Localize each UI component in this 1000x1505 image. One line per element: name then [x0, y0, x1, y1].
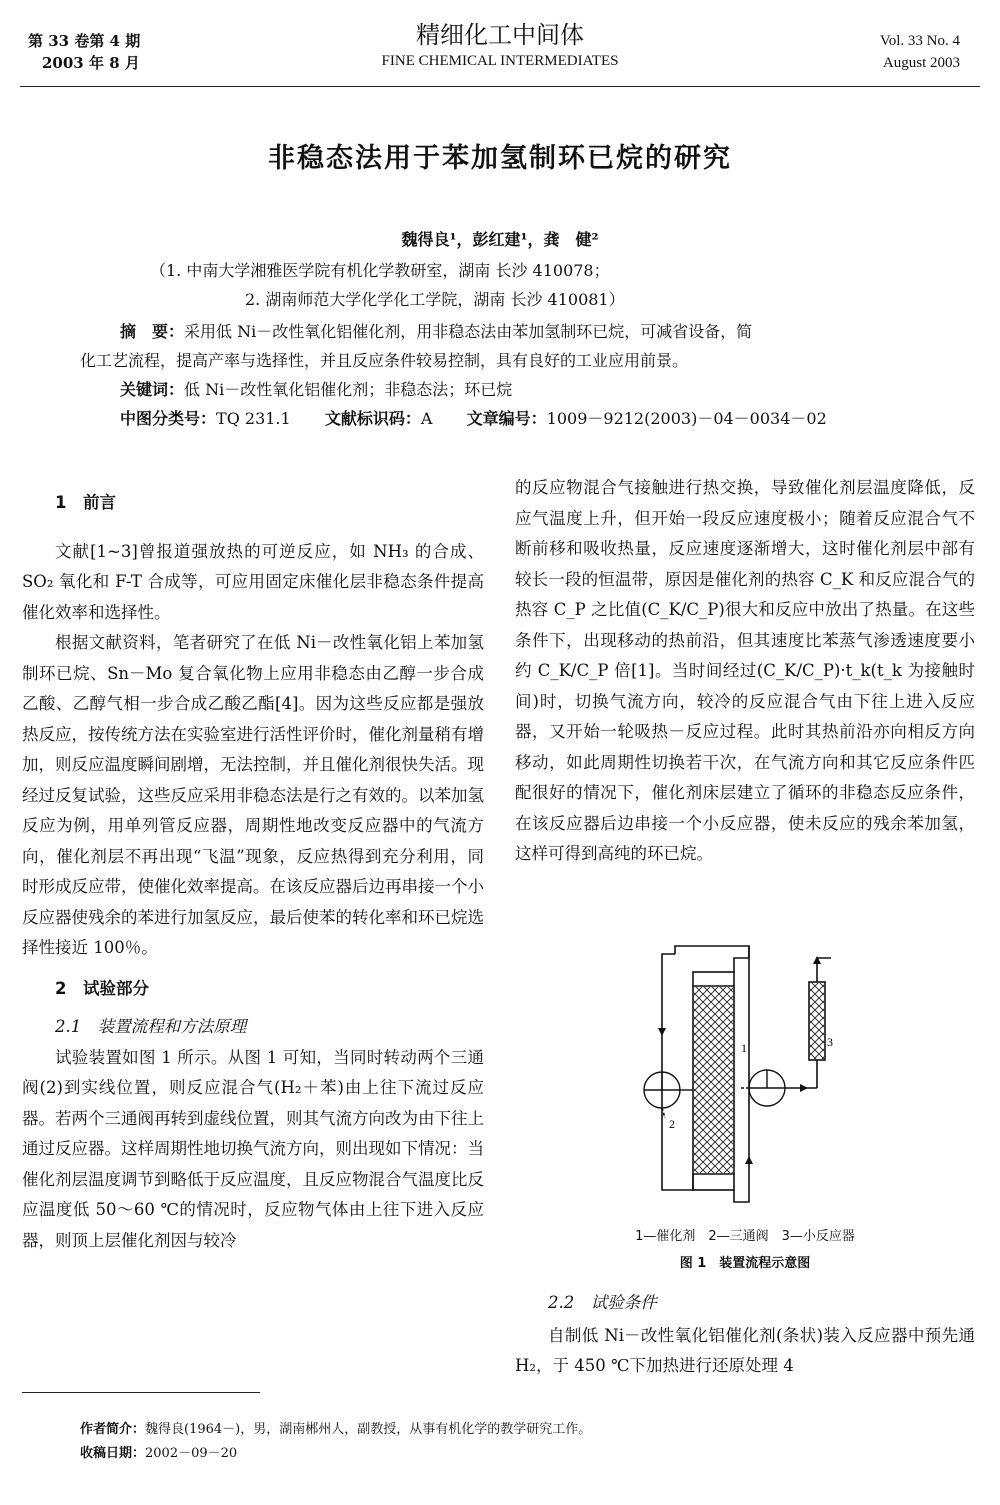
affiliation-2: 2. 湖南师范大学化学化工学院，湖南 长沙 410081）: [245, 290, 625, 309]
diagram-label-3: 3: [827, 1035, 833, 1049]
running-header-right: [880, 30, 960, 74]
volume-issue-zh: 第 33 卷第 4 期: [28, 32, 141, 50]
figure-legend: 1—催化剂 2—三通阀 3—小反应器: [635, 1229, 855, 1244]
article-number: 1009－9212(2003)－04－0034－02: [546, 409, 827, 428]
diagram-label-1: 1: [741, 1041, 747, 1055]
author-bio-label: 作者简介：: [80, 1422, 146, 1437]
clc-number: TQ 231.1: [216, 409, 291, 428]
section-1-paragraph-2: 根据文献资料，笔者研究了在低 Ni－改性氧化铝上苯加氢制环已烷、Sn－Mo 复合氧化物上应用非稳态由乙醇一步合成乙酸、乙醇气相一步合成乙酸乙酯[4]。因为这些反应都是强放热反应，按传统方法在实验室进行活性评价时，催化剂量稍有增加，则反应温度瞬间剧增，无法控制，并且催化剂很快失活。现经过反复试验，这些反应采用非稳态法是行之有效的。以苯加氢反应为例，用单列管反应器，周期性地改变反应器中的气流方向，催化剂层不再出现“飞温”现象，反应热得到充分利用，同时形成反应带，使催化效率提高。在该反应器后边再串接一个小反应器使残余的苯进行加氢反应，最后使苯的转化率和环已烷选择性接近 100％。: [22, 633, 484, 957]
figure-caption: 图 1 装置流程示意图: [679, 1256, 811, 1271]
section-1-paragraph-1: 文献[1~3]曾报道强放热的可逆反应，如 NH₃ 的合成、SO₂ 氧化和 F-T 合成等，可应用固定床催化层非稳态条件提高催化效率和选择性。: [22, 541, 484, 622]
section-2-heading: 2 试验部分: [55, 978, 149, 998]
diagram-label-2: 2: [669, 1117, 675, 1131]
journal-name-en: FINE CHEMICAL INTERMEDIATES: [381, 53, 619, 69]
right-column-upper: [515, 473, 975, 870]
section-2-1-continuation: 的反应物混合气接触进行热交换，导致催化剂层温度降低，反应气温度上升，但开始一段反应速度极小；随着反应混合气不断前移和吸收热量，反应速度逐渐增大，这时催化剂层中部有较长一段的恒温带，原因是催化剂的热容 C_K 和反应混合气的热容 C_P 之比值(C_K/C_P)很大和反应中放出了热量。在这些条件下，出现移动的热前沿，但其速度比苯蒸气渗透速度要小约 C_K/C_P 倍[1]。当时间经过(C_K/C_P)·t_k(t_k 为接触时间)时，切换气流方向，较冷的反应混合气由下往上进入反应器，又开始一轮吸热－反应过程。此时其热前沿亦向相反方向移动，如此周期性切换若干次，在气流方向和其它反应条件匹配很好的情况下，催化剂床层建立了循环的非稳态反应条件，在该反应器后边串接一个小反应器，使未反应的残余苯加氢，这样可得到高纯的环已烷。: [515, 478, 975, 863]
apparatus-diagram: [595, 942, 885, 1232]
doc-code-label: 文献标识码：: [324, 409, 421, 428]
abstract-text-2: 化工艺流程，提高产率与选择性，并且反应条件较易控制，具有良好的工业应用前景。: [80, 351, 689, 370]
received-date-label: 收稿日期：: [80, 1446, 146, 1461]
affiliations: [150, 256, 910, 314]
date-zh: 2003 年 8 月: [42, 54, 140, 72]
article-number-label: 文章编号：: [466, 409, 547, 428]
running-header-left: [28, 30, 140, 74]
keywords-label: 关键词：: [120, 380, 185, 399]
volume-issue-en: Vol. 33 No. 4: [879, 33, 960, 49]
footnote-rule: [22, 1392, 260, 1393]
doc-code: A: [420, 409, 433, 428]
section-2-1-paragraph: 试验装置如图 1 所示。从图 1 可知，当同时转动两个三通阀(2)到实线位置，则反应混合气(H₂＋苯)由上往下流过反应器。若两个三通阀再转到虚线位置，则其气流方向改为由下往上通过反应器。这样周期性地切换气流方向，则出现如下情况：当催化剂层温度调节到略低于反应温度，且反应物混合气温度比反应温度低 50～60 ℃的情况时，反应物气体由上往下进入反应器，则顶上层催化剂因与较冷: [22, 1047, 484, 1250]
section-2-1-heading: 2.1 装置流程和方法原理: [55, 1017, 247, 1036]
author-list: 魏得良¹，彭红建¹，龚 健²: [401, 230, 599, 249]
abstract-label: 摘 要：: [120, 322, 185, 341]
section-2-2-heading: 2.2 试验条件: [548, 1293, 657, 1312]
author-bio: 魏得良(1964－)，男，湖南郴州人，副教授，从事有机化学的教学研究工作。: [145, 1422, 592, 1437]
abstract-block: [80, 317, 910, 433]
header-rule: [20, 86, 980, 87]
footnote: [80, 1418, 591, 1466]
right-column-lower: [515, 1288, 975, 1382]
received-date: 2002－09－20: [145, 1446, 238, 1461]
left-column: [22, 488, 484, 1256]
paper-title: 非稳态法用于苯加氢制环已烷的研究: [268, 143, 732, 174]
date-en: August 2003: [882, 55, 960, 71]
section-2-2-paragraph: 自制低 Ni－改性氧化铝催化剂(条状)装入反应器中预先通 H₂，于 450 ℃下加热进行还原处理 4: [515, 1325, 975, 1375]
running-header-center: [300, 20, 700, 72]
abstract-text-1: 采用低 Ni－改性氧化铝催化剂，用非稳态法由苯加氢制环已烷，可减省设备，简: [184, 322, 753, 341]
clc-label: 中图分类号：: [120, 409, 217, 428]
keywords: 低 Ni－改性氧化铝催化剂；非稳态法；环已烷: [184, 380, 513, 399]
section-1-heading: 1 前言: [55, 493, 116, 512]
journal-name-zh: 精细化工中间体: [416, 21, 584, 49]
affiliation-1: （1. 中南大学湘雅医学院有机化学教研室，湖南 长沙 410078；: [150, 261, 610, 280]
